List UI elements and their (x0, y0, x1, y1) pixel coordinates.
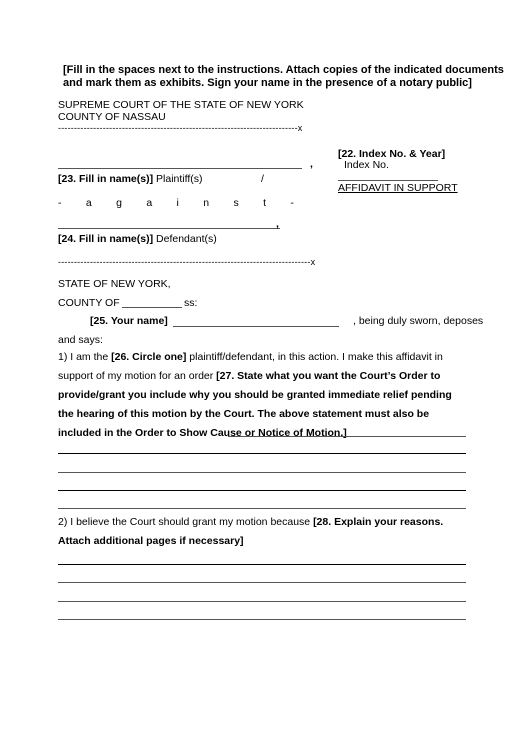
deponent-instruction: [25. Your name] (90, 315, 168, 327)
comma-1: , (310, 158, 313, 170)
plaintiff-label: Plaintiff(s) (156, 173, 203, 185)
against: - a g a i n s t - (58, 197, 294, 209)
caption-top-rule: ---------------------------------------------------------------------------x (58, 123, 303, 133)
deponent-sworn: , being duly sworn, deposes (353, 315, 484, 327)
venue-ss: ss: (184, 297, 198, 309)
para1-answer-line-4[interactable] (58, 508, 466, 509)
para2-answer-line-2[interactable] (58, 582, 466, 583)
defendant-label: Defendant(s) (156, 233, 217, 245)
para1-prefix: 1) I am the (58, 351, 112, 363)
plaintiff-instruction: [23. Fill in name(s)] (58, 173, 154, 185)
instructions-line-1: [Fill in the spaces next to the instructions. Attach copies of the indicated documents (63, 64, 504, 76)
index-label: Index No. (344, 159, 389, 171)
para1-circle-instruction: [26. Circle one] (111, 351, 187, 363)
defendant-instruction: [24. Fill in name(s)] (58, 233, 154, 245)
para2-prefix: 2) I believe the Court should grant my motion because (58, 516, 314, 528)
venue-county-line[interactable] (122, 307, 182, 308)
para1-text: plaintiff/defendant, in this action. I make this affidavit in support of my motion for an order (58, 351, 443, 382)
para1-instruction: [27. State what you want the Court’s Order to provide/grant you include why you should be granted immediate relief pending the hearing of this motion by the Court. The above statement must also be included in the Order to Show Cause or Notice of Motion.] (58, 370, 452, 439)
index-number-line[interactable] (338, 180, 438, 181)
venue-county-label: COUNTY OF (58, 297, 120, 309)
instructions-line-2: and mark them as exhibits. Sign your name in the presence of a notary public] (63, 77, 472, 89)
para1-answer-line-1[interactable] (58, 453, 466, 454)
para2-instruction: [28. Explain your reasons. Attach additional pages if necessary] (58, 516, 444, 547)
defendant-row (58, 233, 217, 245)
para2-answer-line-4[interactable] (58, 619, 466, 620)
slash: / (261, 173, 264, 185)
deponent-says: and says: (58, 334, 103, 346)
paragraph-1 (58, 348, 470, 443)
defendant-name-line[interactable] (58, 228, 280, 229)
para2-answer-line-1[interactable] (58, 564, 466, 565)
court-name: SUPREME COURT OF THE STATE OF NEW YORK (58, 99, 304, 111)
comma-2: , (276, 218, 279, 230)
caption-bottom-rule: -------------------------------------------------------------------------------x (58, 257, 316, 267)
index-instruction: [22. Index No. & Year] (338, 148, 446, 160)
para1-answer-line-3[interactable] (58, 490, 466, 491)
paragraph-2 (58, 513, 470, 551)
para1-continuation-line[interactable] (228, 436, 466, 437)
para2-answer-line-3[interactable] (58, 601, 466, 602)
plaintiff-row (58, 173, 203, 185)
court-county: COUNTY OF NASSAU (58, 111, 166, 123)
plaintiff-name-line[interactable] (58, 168, 302, 169)
venue-state: STATE OF NEW YORK, (58, 278, 171, 290)
deponent-name-line[interactable] (173, 326, 339, 327)
document-title: AFFIDAVIT IN SUPPORT (338, 182, 458, 194)
para1-answer-line-2[interactable] (58, 472, 466, 473)
